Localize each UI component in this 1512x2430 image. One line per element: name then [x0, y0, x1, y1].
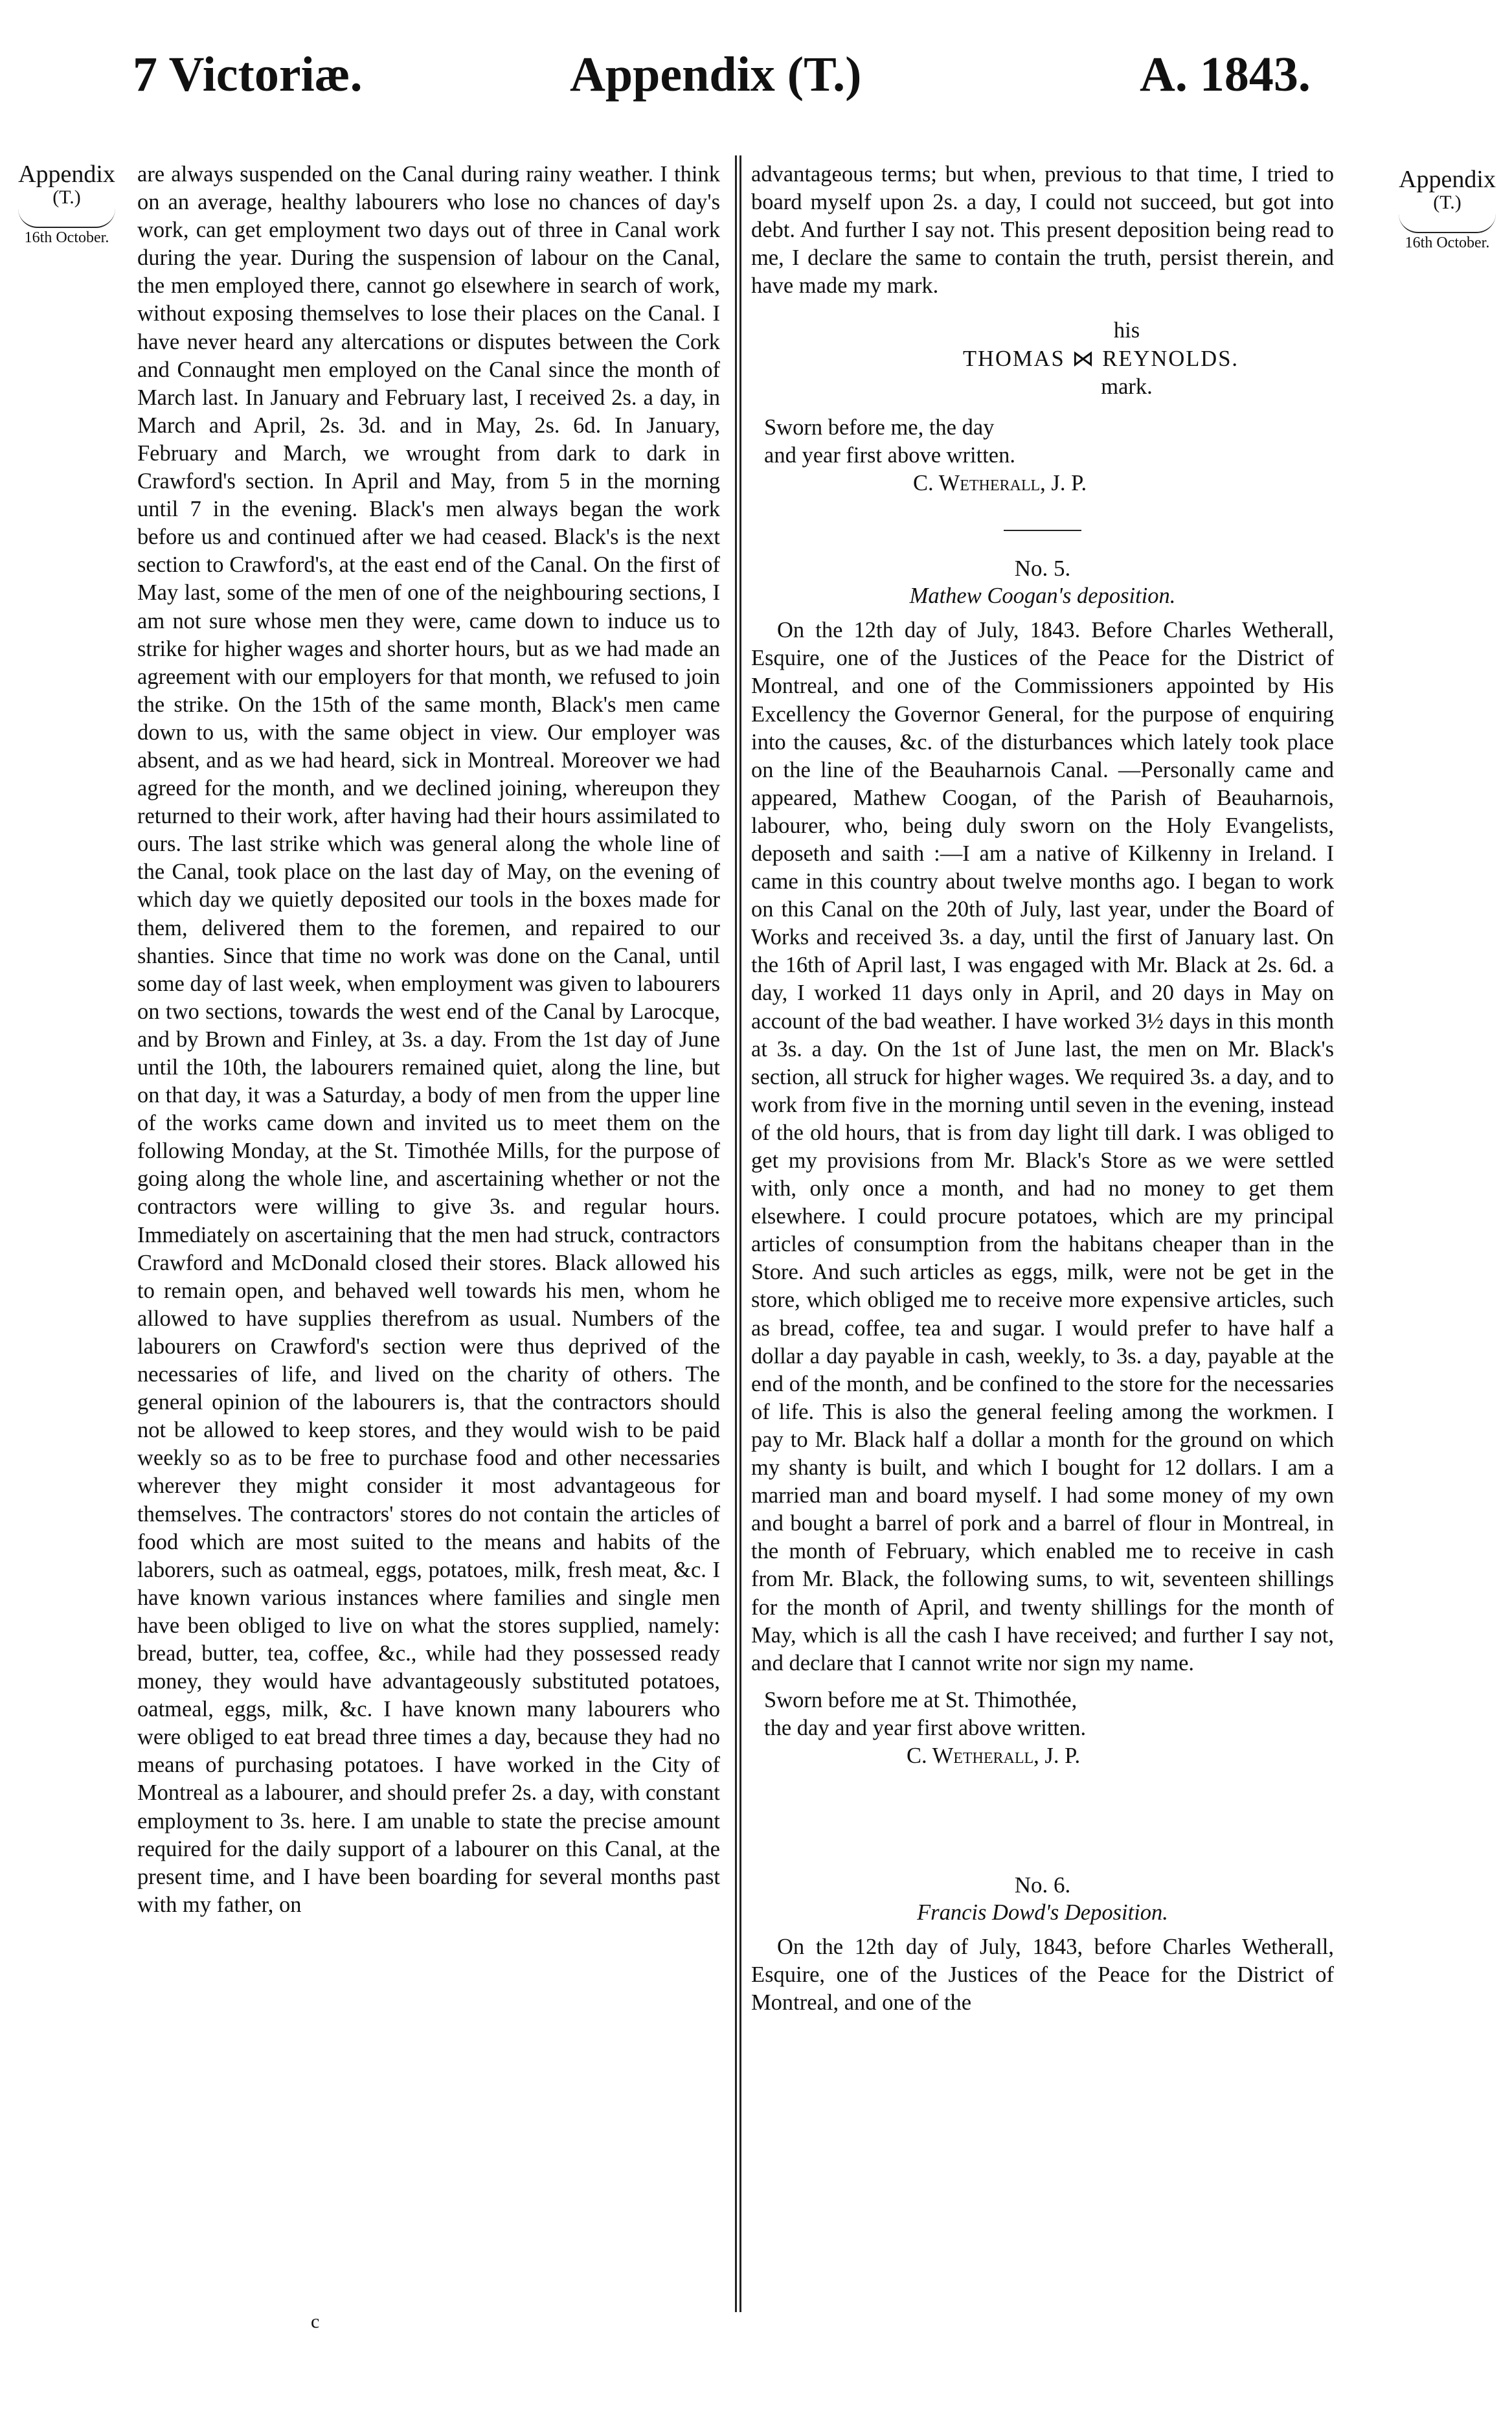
- page-header: [0, 39, 1512, 110]
- deposition-text: On the 12th day of July, 1843. Before Charles Wetherall, Esquire, one of the Justices of the Peace for the District of Montreal, and one of the Commissioners appointed by His Excellency the Governor General, for the purpose of enquiring into the causes, &c. of the disturbances which lately took place on the line of the Beauharnois Canal. —Personally came and appeared, Mathew Coogan, of the Parish of Beauharnois, labourer, who, being duly sworn on the Holy Evangelists, deposeth and saith :—I am a native of Kilkenny in Ireland. I came in this country about twelve months ago. I began to work on this Canal on the 20th of July, last year, under the Board of Works and received 3s. a day, until the first of January last. On the 16th of April last, I was engaged with Mr. Black at 2s. 6d. a day, I worked 11 days only in April, and 20 days in May on account of the bad weather. I have worked 3½ days in this month at 3s. a day. On the 1st of June last, the men on Mr. Black's section, all struck for higher wages. We required 3s. a day, and to work from five in the morning until seven in the evening, instead of the old hours, that is from day light till dark. I was obliged to get my provisions from Mr. Black's Store as we were settled with, only once a month, and had no money to get them elsewhere. I could procure potatoes, which are my principal articles of consumption from the habitans cheaper than in the Store. And such articles as eggs, milk, were not be get in the store, which obliged me to receive more expensive articles, such as bread, coffee, tea and sugar. I would prefer to have half a dollar a day payable in cash, weekly, to 3s. a day, payable at the end of the month, and be confined to the store for the necessaries of life. This is also the general feeling among the workmen. I pay to Mr. Black half a dollar a month for the ground on which my shanty is built, and which I bought for 12 dollars. I am a married man and board myself. I had some money of my own and bought a barrel of pork and a barrel of flour in Montreal, in the month of February, which enabled me to receive in cash from Mr. Black, the following sums, to wit, seventeen shillings for the month of April, and twenty shillings for the month of May, which is all the cash I have received; and further I say not, and declare that I cannot write nor sign my name.: [751, 618, 1334, 1675]
- sworn-line: the day and year first above written.: [764, 1715, 1087, 1740]
- right-column: [751, 161, 1334, 2017]
- margin-note-sub: (T.): [52, 187, 81, 208]
- justice-signature: C. Wetherall, J. P.: [913, 470, 1087, 495]
- margin-note-date: 16th October.: [1405, 234, 1490, 251]
- header-year: A. 1843.: [1140, 47, 1311, 102]
- deposition-number: No. 6.: [1014, 1872, 1071, 1898]
- sworn-line: Sworn before me at St. Thimothée,: [764, 1687, 1078, 1712]
- deposition-continuation: advantageous terms; but when, previous to that time, I tried to board myself upon 2s. a day, I could not succeed, but got into debt. And further I say not. This present deposition being read to me, I declare the same to contain the truth, persist therein, and have made my mark.: [751, 162, 1334, 299]
- margin-note-right: [1392, 167, 1502, 253]
- header-volume: 7 Victoriæ.: [133, 47, 363, 102]
- deposition-text: are always suspended on the Canal during rainy weather. I think on an average, healthy labourers who lose no chances of day's work, can get employment two days out of three in Canal work during the year. During the suspension of labour on the Canal, the men employed there, cannot go elsewhere in search of work, without exposing themselves to lose their places on the Canal. I have never heard any altercations or disputes between the Cork and Connaught men employed on the Canal since the month of March last. In January and February last, I received 2s. a day, in March and April, 2s. 3d. and in May, 2s. 6d. In January, February and March, we wrought from dark to dark in Crawford's section. In April and May, from 5 in the morning until 7 in the evening. Black's men always began the work before us and continued after we had ceased. Black's is the next section to Crawford's, at the east end of the Canal. On the first of May last, some of the men of one of the neighbouring sections, I am not sure whose men they were, came down to induce us to strike for higher wages and shorter hours, but as we had made an agreement with our employers for that month, we refused to join the strike. On the 15th of the same month, Black's men came down to us, with the same object in view. Our employer was absent, and as we had heard, sick in Montreal. Moreover we had agreed for the month, and we declined joining, whereupon they returned to their work, after having had their hours assimilated to ours. The last strike which was general along the whole line of the Canal, took place on the last day of May, on the evening of which day we quietly deposited our tools in the boxes made for them, delivered them to the foremen, and repaired to our shanties. Since that time no work was done on the Canal, until some day of last week, when employment was given to labourers on two sections, towards the west end of the Canal by Larocque, and by Brown and Finley, at 3s. a day. From the 1st day of June until the 10th, the labourers remained quiet, along the line, but on that day, it was a Saturday, a body of men from the upper line of the works came down and invited us to meet them on the following Monday, at the St. Timothée Mills, for the purpose of going along the whole line, and ascertaining whether or not the contractors were willing to give 3s. and regular hours. Immediately on ascertaining that the men had struck, contractors Crawford and McDonald closed their stores. Black allowed his to remain open, and behaved well towards his men, whom he allowed to have supplies therefrom as usual. Numbers of the labourers on Crawford's section were thus deprived of the necessaries of life, and lived on the charity of others. The general opinion of the labourers is, that the contractors should not be allowed to keep stores, and they would wish to be paid weekly so as to be free to purchase food and other necessaries wherever they might consider it most advantageous for themselves. The contractors' stores do not contain the articles of food which are most suited to the means and habits of the laborers, such as oatmeal, eggs, potatoes, milk, fresh meat, &c. I have known various instances where families and single men have been obliged to live on what the stores supplied, namely: bread, butter, tea, coffee, &c., while had they possessed ready money, they would have advantageously substituted potatoes, oatmeal, eggs, milk, &c. I have known many labourers who were obliged to eat bread three times a day, because they had no means of purchasing potatoes. I have worked in the City of Montreal as a labourer, and should prefer 2s. a day, with constant employment to 3s. here. I am unable to state the precise amount required for the daily support of a labourer on this Canal, at the present time, and I have been boarding for several months past with my father, on: [137, 162, 720, 1917]
- signature-letter: c: [311, 2311, 320, 2332]
- column-divider: [739, 155, 741, 2312]
- margin-note-date: 16th October.: [24, 229, 109, 246]
- margin-note-title: Appendix: [18, 161, 115, 188]
- section-divider: [1004, 530, 1081, 531]
- sworn-line: and year first above written.: [764, 442, 1015, 468]
- deposition-title: Mathew Coogan's deposition.: [909, 584, 1176, 609]
- sworn-line: Sworn before me, the day: [764, 414, 995, 440]
- sworn-statement: [751, 1686, 1334, 1770]
- brace-icon: [18, 209, 115, 228]
- sworn-statement: [751, 414, 1334, 497]
- signature-his: his: [1113, 318, 1140, 343]
- deposition-title: Francis Dowd's Deposition.: [917, 1900, 1168, 1925]
- deposition-number: No. 5.: [1014, 556, 1071, 582]
- signature-mark: mark.: [1101, 374, 1153, 399]
- brace-icon: [1399, 214, 1496, 233]
- margin-note-title: Appendix: [1399, 166, 1496, 193]
- spacer: [751, 1770, 1334, 1848]
- signature-name: THOMAS ⋈ REYNOLDS.: [962, 346, 1239, 371]
- margin-note-sub: (T.): [1433, 192, 1461, 213]
- margin-note-left: [12, 162, 122, 247]
- left-column: [137, 161, 720, 1919]
- header-appendix: Appendix (T.): [570, 47, 862, 102]
- justice-signature: C. Wetherall, J. P.: [907, 1743, 1081, 1768]
- column-divider: [735, 155, 737, 2312]
- deposition-text: On the 12th day of July, 1843, before Charles Wetherall, Esquire, one of the Justices of the Peace for the District of Montreal, and one of the: [751, 1935, 1334, 2016]
